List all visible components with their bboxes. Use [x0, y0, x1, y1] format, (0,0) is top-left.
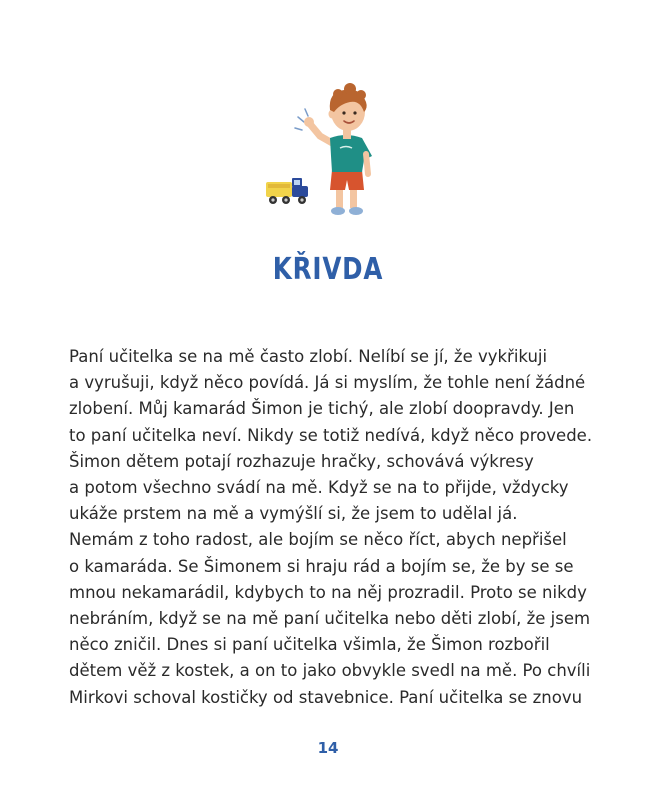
chapter-title: KŘIVDA — [272, 252, 384, 287]
text-line: Šimon dětem potají rozhazuje hračky, schovává výkresy — [69, 451, 534, 471]
text-line: něco zničil. Dnes si paní učitelka všimla, že Šimon rozbořil — [69, 635, 550, 655]
text-line: mnou nekamarádil, kdybych to na něj prozradil. Proto se nikdy — [69, 582, 587, 602]
text-line: dětem věž z kostek, a on to jako obvykle svedl na mě. Po chvíli — [69, 661, 591, 681]
text-line: a vyrušuji, když něco povídá. Já si myslím, že tohle není žádné — [69, 373, 586, 393]
story-text — [69, 344, 609, 711]
toy-truck-icon — [266, 178, 308, 204]
text-line: Nemám z toho radost, ale bojím se něco říct, abych nepřišel — [69, 530, 567, 550]
text-line: nebráním, když se na mě paní učitelka nebo děti zlobí, že jsem — [69, 609, 591, 629]
boy-icon — [304, 83, 372, 215]
text-line: Paní učitelka se na mě často zlobí. Nelíbí se jí, že vykřikuji — [69, 347, 548, 366]
text-line: to paní učitelka neví. Nikdy se totiž nedívá, když něco provede. — [69, 425, 593, 445]
text-line: Mirkovi schoval kostičky od stavebnice. Paní učitelka se znovu — [69, 687, 583, 707]
text-line: zlobení. Můj kamarád Šimon je tichý, ale zlobí doopravdy. Jen — [69, 399, 575, 419]
text-line: ukáže prstem na mě a vymýšlí si, že jsem to udělal já. — [69, 504, 518, 524]
page-number: 14 — [317, 739, 339, 757]
text-line: a potom všechno svádí na mě. Když se na to přijde, vždycky — [69, 478, 569, 498]
boy-waving-with-toy-truck-icon — [262, 82, 382, 227]
text-line: o kamaráda. Se Šimonem si hraju rád a bojím se, že by se se — [69, 556, 574, 576]
